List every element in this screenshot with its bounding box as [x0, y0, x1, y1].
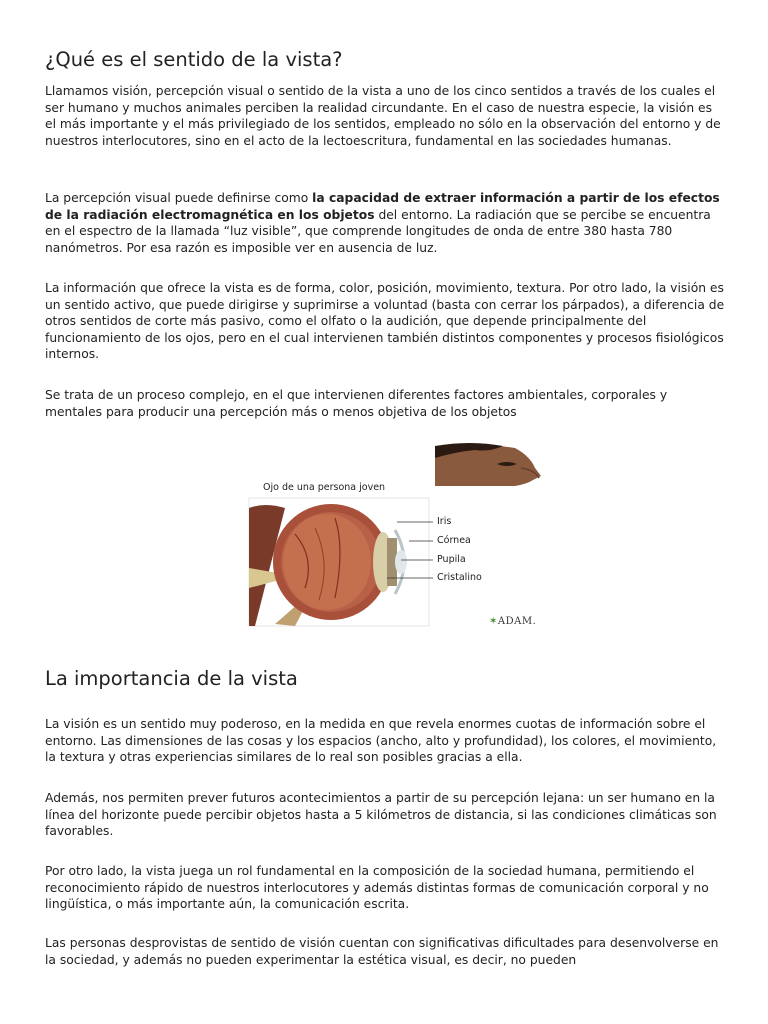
- section-heading-importance: La importancia de la vista: [45, 667, 298, 690]
- label-pupil: Pupila: [437, 554, 466, 565]
- eye-cross-section: [249, 498, 429, 626]
- eye-diagram-illustration: [235, 438, 565, 633]
- figure-title: Ojo de una persona joven: [263, 482, 386, 493]
- page-title: ¿Qué es el sentido de la vista?: [45, 48, 343, 71]
- paragraph-process: Se trata de un proceso complejo, en el que intervienen diferentes factores ambientales, corporales y mentales para producir una percepción más o menos objetiva de los objetos: [45, 388, 668, 419]
- label-iris: Iris: [437, 516, 452, 527]
- eye-anatomy-figure: [235, 438, 565, 633]
- adam-star-icon: ✶: [489, 616, 498, 627]
- paragraph-perception: [45, 190, 725, 256]
- paragraph-perception-start: La percepción visual puede definirse como: [45, 191, 313, 205]
- face-profile-image: [433, 443, 545, 488]
- paragraph-future-events: Además, nos permiten prever futuros acontecimientos a partir de su percepción lejana: un ser humano en la línea del horizonte puede percibir objetos hasta a 5 kilómetros de distancia, si las condiciones climáticas son favorables.: [45, 791, 717, 839]
- adam-credit-text: ADAM.: [497, 616, 537, 627]
- adam-credit-logo: [489, 616, 536, 627]
- paragraph-perception-end: del entorno. La radiación que se percibe se encuentra en el espectro de la llamada “luz visible”, que comprende longitudes de onda de entre 380 hasta 780 nanómetros. Por esa razón es imposible ver en ausencia de luz.: [45, 207, 711, 255]
- label-cornea: Córnea: [437, 535, 471, 546]
- label-lens: Cristalino: [437, 572, 482, 583]
- paragraph-perception-bold: la capacidad de extraer información a partir de los efectos de la radiación electromagnética en los objetos: [45, 191, 720, 222]
- paragraph-information: La información que ofrece la vista es de forma, color, posición, movimiento, textura. Por otro lado, la visión es un sentido activo, que puede dirigirse y suprimirse a voluntad (basta con cerrar los párpados), a diferencia de otros sentidos de corte más pasivo, como el olfato o la audición, que depende principalmente del funcionamiento de los ojos, pero en el cual intervienen también distintos componentes y procesos fisiológicos internos.: [45, 281, 725, 362]
- paragraph-society: Por otro lado, la vista juega un rol fundamental en la composición de la sociedad humana, permitiendo el reconocimiento rápido de nuestros interlocutores y además distintas formas de comunicación corporal y no lingüística, o más importante aún, la comunicación escrita.: [45, 864, 709, 912]
- paragraph-powerful-sense: La visión es un sentido muy poderoso, en la medida en que revela enormes cuotas de información sobre el entorno. Las dimensiones de las cosas y los espacios (ancho, alto y profundidad), los colores, el movimiento, la textura y otras experiencias similares de lo real son posibles gracias a ella.: [45, 717, 717, 765]
- paragraph-intro: Llamamos visión, percepción visual o sentido de la vista a uno de los cinco sentidos a través de los cuales el ser humano y muchos animales perciben la realidad circundante. En el caso de nuestra especie, la visión es el más importante y el más privilegiado de los sentidos, empleado no sólo en la observación del entorno y de nuestros interlocutores, sino en el acto de la lectoescritura, fundamental en las sociedades humanas.: [45, 84, 721, 148]
- paragraph-blind-people: Las personas desprovistas de sentido de visión cuentan con significativas dificultades para desenvolverse en la sociedad, y además no pueden experimentar la estética visual, es decir, no pueden: [45, 936, 719, 967]
